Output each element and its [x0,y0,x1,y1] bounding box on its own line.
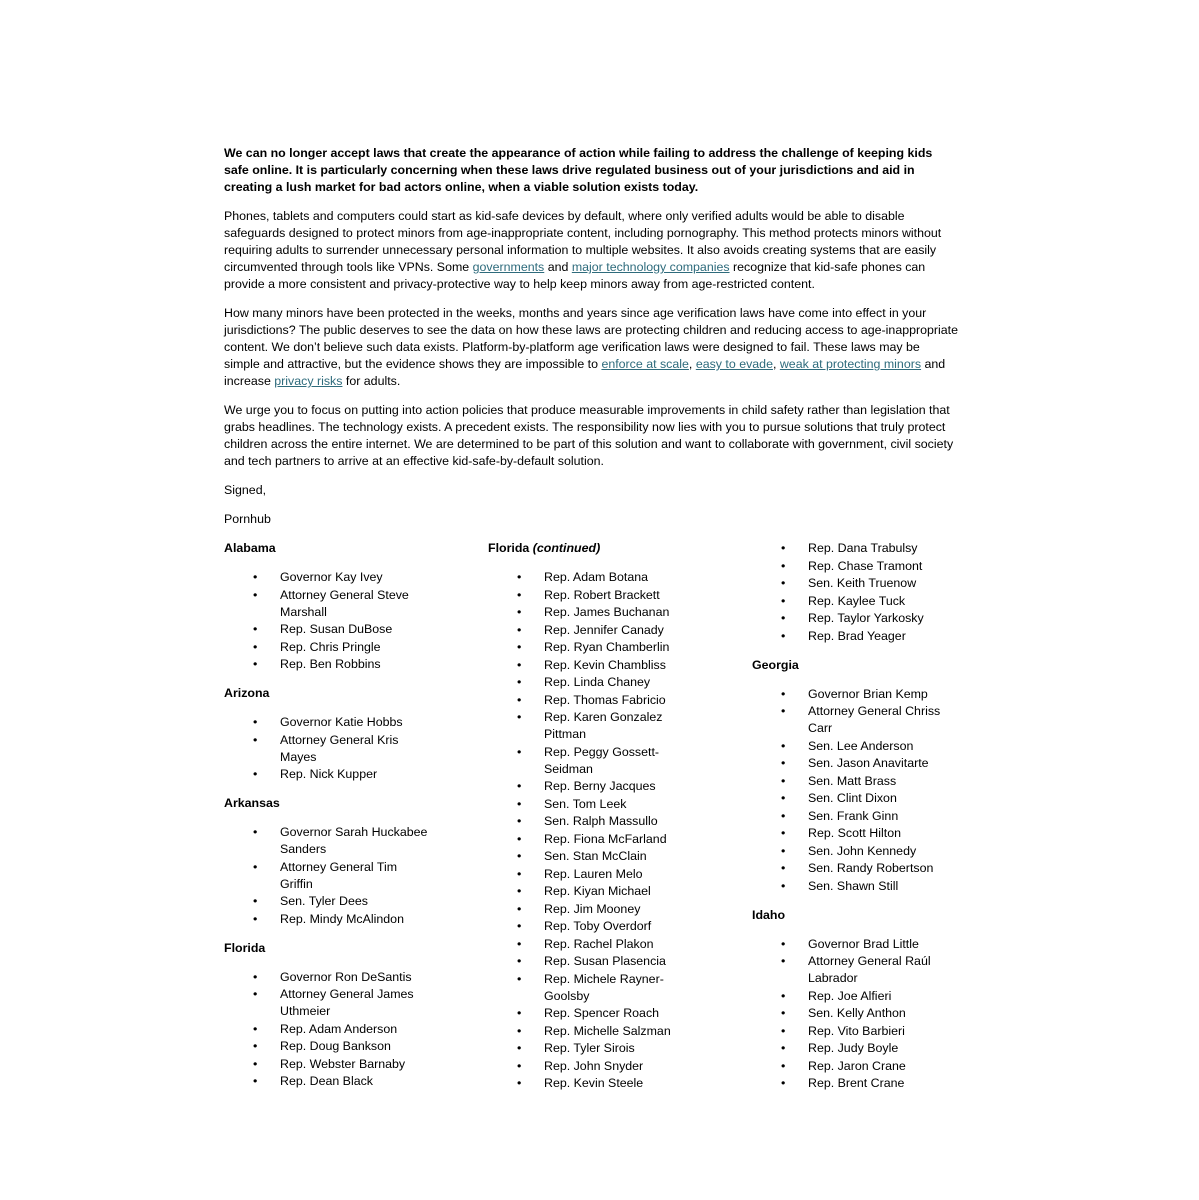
recipient-list-florida-rest [752,540,959,645]
p3-sep-2: , [772,357,780,371]
recipient-item: • Rep. Brad Yeager [752,628,959,645]
link-weak-at-protecting-minors[interactable]: weak at protecting minors [779,357,922,371]
recipient-item: • Rep. Robert Brackett [488,587,752,604]
recipient-item: • Governor Brad Little [752,936,959,953]
recipient-item: • Rep. Mindy McAlindon [224,911,488,928]
recipient-item: • Rep. Scott Hilton [752,825,959,842]
recipient-item: • Rep. Karen Gonzalez Pittman [488,709,752,743]
recipient-item: • Rep. Thomas Fabricio [488,692,752,709]
recipient-item: • Rep. Dean Black [224,1073,488,1090]
recipient-item: • Sen. Clint Dixon [752,790,959,807]
recipient-item: • Rep. Kevin Chambliss [488,657,752,674]
state-heading-idaho: Idaho [752,907,786,922]
letter-page [224,145,959,1104]
recipient-list-idaho [752,936,959,1093]
p3-sep-1: , [688,357,696,371]
recipient-item: • Sen. Lee Anderson [752,738,959,755]
signed-label: Signed, [224,483,267,497]
recipient-item: • Sen. John Kennedy [752,843,959,860]
recipient-item: • Rep. Kevin Steele [488,1075,752,1092]
recipient-item: • Governor Katie Hobbs [224,714,488,731]
recipient-item: • Rep. Lauren Melo [488,866,752,883]
recipient-item: • Sen. Ralph Massullo [488,813,752,830]
recipient-item: • Sen. Kelly Anthon [752,1005,959,1022]
recipient-item: • Rep. Spencer Roach [488,1005,752,1022]
p3-text-b: and increase [224,357,946,388]
state-heading-arizona: Arizona [224,686,270,700]
recipient-item: • Attorney General Kris Mayes [224,732,488,766]
link-easy-to-evade[interactable]: easy to evade [695,357,773,371]
recipient-item: • Rep. Ryan Chamberlin [488,639,752,656]
data-question-paragraph [224,305,959,390]
link-enforce-at-scale[interactable]: enforce at scale [601,357,689,371]
recipient-item: • Rep. Fiona McFarland [488,831,752,848]
recipient-item: • Sen. Matt Brass [752,773,959,790]
recipient-item: • Rep. Tyler Sirois [488,1040,752,1057]
recipient-item: • Rep. Chase Tramont [752,558,959,575]
recipient-item: • Rep. Kaylee Tuck [752,593,959,610]
recipient-item: • Attorney General Chriss Carr [752,703,959,737]
recipient-item: • Rep. Dana Trabulsy [752,540,959,557]
recipient-item: • Rep. Doug Bankson [224,1038,488,1055]
recipient-item: • Sen. Shawn Still [752,878,959,895]
recipients-columns [224,540,959,1104]
recipient-item: • Sen. Stan McClain [488,848,752,865]
recipient-item: • Rep. Michele Rayner-Goolsby [488,971,752,1005]
recipient-item: • Rep. Judy Boyle [752,1040,959,1057]
recipient-item: • Rep. Jennifer Canady [488,622,752,639]
p3-text-a: How many minors have been protected in the weeks, months and years since age verification laws have come into effect in your jurisdictions? The public deserves to see the data on how these laws are protecting children and reducing access to age-inappropriate content. We don’t believe such data exists. Platform-by-platform age verification laws were designed to fail. These laws may be simple and attractive, but the evidence shows they are impossible to [224,306,959,371]
recipient-list-florida-continued [488,569,752,1092]
recipient-item: • Rep. Rachel Plakon [488,936,752,953]
recipient-item: • Rep. Susan DuBose [224,621,488,638]
recipient-item: • Rep. Toby Overdorf [488,918,752,935]
recipient-item: • Rep. Peggy Gossett-Seidman [488,744,752,778]
recipient-item: • Rep. Nick Kupper [224,766,488,783]
kid-safe-devices-paragraph [224,208,959,293]
recipient-list-georgia [752,686,959,895]
link-governments[interactable]: governments [472,260,545,274]
recipient-list-alabama [224,569,488,673]
recipients-column-3 [752,540,959,1104]
state-heading-arkansas: Arkansas [224,796,280,810]
urge-paragraph: We urge you to focus on putting into action policies that produce measurable improvements in child safety rather than legislation that grabs headlines. The technology exists. A precedent exists. The responsibility now lies with you to pursue solutions that truly protect children across the entire internet. We are determined to be part of this solution and want to collaborate with government, civil society and tech partners to arrive at an effective kid-safe-by-default solution. [224,403,954,468]
recipient-item: • Rep. Taylor Yarkosky [752,610,959,627]
p2-text-a: Phones, tablets and computers could start as kid-safe devices by default, where only verified adults would be able to disable safeguards designed to protect minors from age-inappropriate content, including pornography. This method protects minors without requiring adults to surrender unnecessary personal information to multiple websites. It also avoids creating systems that are easily circumvented through tools like VPNs. Some [224,209,942,274]
recipient-item: • Governor Brian Kemp [752,686,959,703]
link-major-technology-companies[interactable]: major technology companies [571,260,730,274]
recipient-item: • Rep. Jim Mooney [488,901,752,918]
recipient-item: • Rep. Ben Robbins [224,656,488,673]
recipient-list-arizona [224,714,488,783]
recipient-item: • Governor Sarah Huckabee Sanders [224,824,488,858]
recipient-item: • Attorney General Raúl Labrador [752,953,959,987]
intro-paragraph: We can no longer accept laws that create the appearance of action while failing to address the challenge of keeping kids safe online. It is particularly concerning when these laws drive regulated business out of your jurisdictions and aid in creating a lush market for bad actors online, when a viable solution exists today. [224,146,933,194]
state-name: Florida [488,541,530,555]
continued-label: (continued) [532,541,601,555]
recipient-item: • Sen. Tyler Dees [224,893,488,910]
recipient-item: • Rep. Jaron Crane [752,1058,959,1075]
recipients-column-1 [224,540,488,1104]
recipient-item: • Rep. Vito Barbieri [752,1023,959,1040]
p2-text-c: recognize that kid-safe phones can provide a more consistent and privacy-protective way to help keep minors away from age-restricted content. [224,260,926,291]
recipient-item: • Rep. Chris Pringle [224,639,488,656]
state-heading-georgia: Georgia [752,657,799,672]
link-privacy-risks[interactable]: privacy risks [274,374,343,388]
recipients-column-2 [488,540,752,1104]
recipient-item: • Rep. Joe Alfieri [752,988,959,1005]
state-heading-florida-continued [488,540,752,557]
recipient-item: • Rep. Michelle Salzman [488,1023,752,1040]
recipient-item: • Rep. Linda Chaney [488,674,752,691]
p3-text-c: for adults. [342,374,401,388]
recipient-item: • Sen. Tom Leek [488,796,752,813]
recipient-list-arkansas [224,824,488,928]
recipient-item: • Rep. Adam Anderson [224,1021,488,1038]
recipient-item: • Governor Kay Ivey [224,569,488,586]
signer-name: Pornhub [224,512,271,526]
recipient-item: • Attorney General James Uthmeier [224,986,488,1020]
recipient-item: • Sen. Frank Ginn [752,808,959,825]
recipient-item: • Rep. Berny Jacques [488,778,752,795]
state-heading-florida: Florida [224,940,266,955]
state-heading-alabama: Alabama [224,541,276,555]
recipient-item: • Rep. Kiyan Michael [488,883,752,900]
recipient-list-florida [224,969,488,1091]
recipient-item: • Rep. Susan Plasencia [488,953,752,970]
recipient-item: • Attorney General Tim Griffin [224,859,488,893]
recipient-item: • Rep. Brent Crane [752,1075,959,1092]
recipient-item: • Sen. Keith Truenow [752,575,959,592]
recipient-item: • Rep. James Buchanan [488,604,752,621]
recipient-item: • Attorney General Steve Marshall [224,587,488,621]
recipient-item: • Rep. Webster Barnaby [224,1056,488,1073]
p2-text-b: and [544,260,572,274]
recipient-item: • Sen. Randy Robertson [752,860,959,877]
recipient-item: • Governor Ron DeSantis [224,969,488,986]
recipient-item: • Rep. John Snyder [488,1058,752,1075]
recipient-item: • Sen. Jason Anavitarte [752,755,959,772]
recipient-item: • Rep. Adam Botana [488,569,752,586]
